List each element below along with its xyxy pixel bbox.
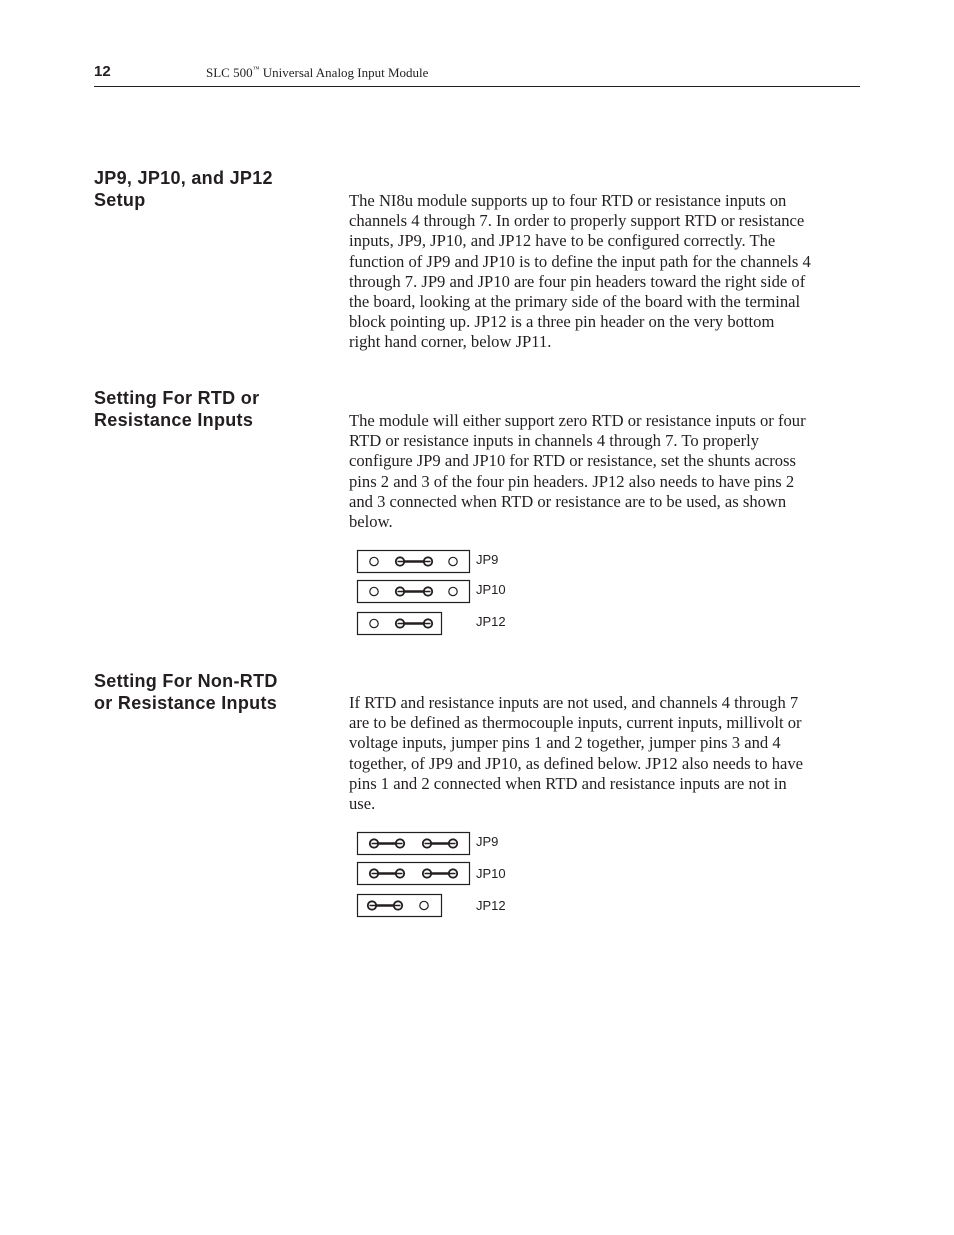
body-line: are to be defined as thermocouple inputs, current inputs, millivolt or: [349, 713, 802, 733]
jp9-label: JP9: [476, 552, 499, 567]
heading-line: Setting For RTD or: [94, 388, 260, 408]
body-line: use.: [349, 794, 376, 814]
body-line: together, of JP9 and JP10, as defined below. JP12 also needs to have: [349, 753, 804, 773]
section-heading-non-rtd: [94, 670, 334, 714]
running-title-suffix: Universal Analog Input Module: [259, 65, 429, 80]
jp12-pin-3: [420, 901, 428, 909]
page-number: 12: [94, 63, 111, 80]
body-line: inputs, JP9, JP10, and JP12 have to be configured correctly. The: [349, 231, 776, 251]
jp10-pin-1: [370, 587, 378, 595]
jp10-pin-4: [449, 587, 457, 595]
trademark-symbol: ™: [252, 65, 260, 73]
body-line: and 3 connected when RTD or resistance are to be used, as shown: [349, 491, 787, 511]
section-heading-rtd: [94, 387, 334, 431]
body-line: block pointing up. JP12 is a three pin header on the very bottom: [349, 312, 775, 332]
jp9-pin-1: [370, 557, 378, 565]
body-line: through 7. JP9 and JP10 are four pin headers toward the right side of: [349, 271, 806, 291]
body-line: function of JP9 and JP10 is to define the input path for the channels 4: [349, 251, 811, 271]
body-line: the board, looking at the primary side of the board with the terminal: [349, 292, 801, 312]
heading-line: Setting For Non-RTD: [94, 671, 278, 691]
body-line: right hand corner, below JP11.: [349, 332, 552, 352]
body-line: voltage inputs, jumper pins 1 and 2 together, jumper pins 3 and 4: [349, 733, 781, 753]
heading-line: Setup: [94, 190, 146, 210]
jp12-label: JP12: [476, 898, 506, 913]
running-title-prefix: SLC 500: [206, 65, 253, 80]
header-divider: [94, 86, 860, 87]
body-line: The module will either support zero RTD or resistance inputs or four: [349, 411, 806, 430]
body-line: pins 1 and 2 connected when RTD and resistance inputs are not in: [349, 773, 787, 793]
jp12-label: JP12: [476, 614, 506, 629]
body-line: below.: [349, 512, 393, 532]
jp9-label: JP9: [476, 834, 499, 849]
body-line: channels 4 through 7. In order to properly support RTD or resistance: [349, 211, 805, 231]
body-line: If RTD and resistance inputs are not used, and channels 4 through 7: [349, 693, 799, 712]
body-line: RTD or resistance inputs in channels 4 through 7. To properly: [349, 431, 759, 451]
body-line: The NI8u module supports up to four RTD or resistance inputs on: [349, 191, 787, 210]
heading-line: or Resistance Inputs: [94, 693, 278, 713]
body-line: configure JP9 and JP10 for RTD or resistance, set the shunts across: [349, 451, 796, 471]
section-body-rtd: [349, 411, 869, 532]
jumper-diagram-non-rtd: [356, 831, 556, 931]
jp10-label: JP10: [476, 582, 506, 597]
jumper-diagram-rtd: [356, 549, 556, 649]
body-line: pins 2 and 3 of the four pin headers. JP12 also needs to have pins 2: [349, 471, 795, 491]
jumper-diagram-graphic: [356, 831, 476, 921]
section-body-jp-setup: [349, 191, 869, 353]
jp10-label: JP10: [476, 866, 506, 881]
jp12-pin-1: [370, 619, 378, 627]
heading-line: Resistance Inputs: [94, 410, 254, 430]
running-title: [206, 65, 428, 81]
heading-line: JP9, JP10, and JP12: [94, 168, 273, 188]
jumper-diagram-graphic: [356, 549, 476, 639]
section-body-non-rtd: [349, 693, 869, 814]
section-heading-jp-setup: [94, 167, 334, 211]
jp9-pin-4: [449, 557, 457, 565]
